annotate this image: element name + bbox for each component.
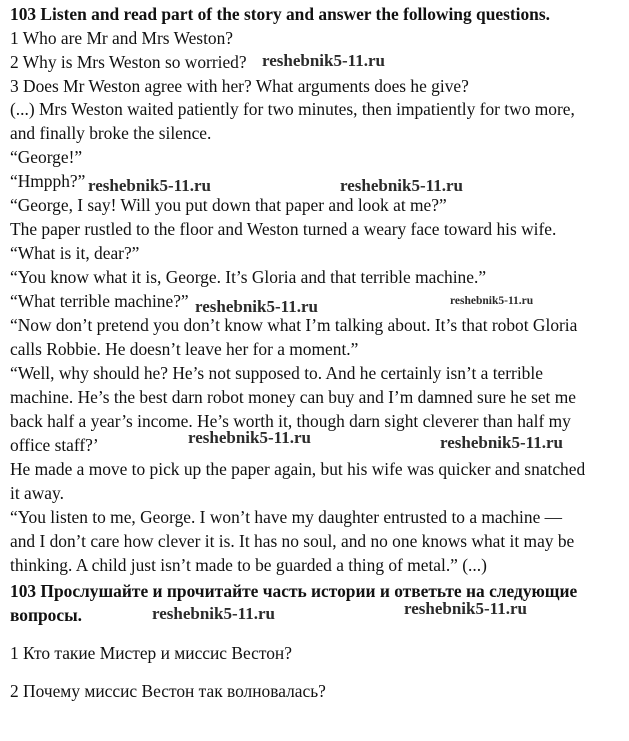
watermark: reshebnik5-11.ru — [340, 176, 463, 195]
story-line: back half a year’s income. He’s worth it, though darn sight cleverer than half my — [10, 411, 571, 431]
watermark: reshebnik5-11.ru — [440, 433, 563, 452]
story-line: it away. — [10, 483, 64, 503]
story-line: (...) Mrs Weston waited patiently for two minutes, then impatiently for two more, — [10, 99, 575, 119]
story-line: office staff?’ — [10, 435, 99, 455]
story-line: “You listen to me, George. I won’t have my daughter entrusted to a machine — — [10, 507, 563, 527]
question-ru-1: 1 Кто такие Мистер и миссис Вестон? — [10, 643, 292, 663]
story-line: “George!” — [10, 147, 83, 167]
watermark: reshebnik5-11.ru — [262, 51, 385, 70]
story-line: “George, I say! Will you put down that paper and look at me?” — [10, 195, 447, 215]
story-line: machine. He’s the best darn robot money can buy and I’m damned sure he set me — [10, 387, 576, 407]
story-line: and I don’t care how clever it is. It has no soul, and no one knows what it may be — [10, 531, 575, 551]
question-en-1: 1 Who are Mr and Mrs Weston? — [10, 28, 234, 48]
exercise-heading-en: 103 Listen and read part of the story and answer the following questions. — [10, 4, 550, 24]
exercise-heading-ru-cont: вопросы. — [10, 605, 82, 625]
story-line: “What terrible machine?” — [10, 291, 189, 311]
watermark: reshebnik5-11.ru — [195, 297, 318, 316]
watermark: reshebnik5-11.ru — [450, 295, 534, 307]
watermark: reshebnik5-11.ru — [88, 176, 211, 195]
question-en-3: 3 Does Mr Weston agree with her? What arguments does he give? — [10, 76, 469, 96]
story-line: “Hmpph?” — [10, 171, 86, 191]
story-line: calls Robbie. He doesn’t leave her for a moment.” — [10, 339, 359, 359]
story-line: He made a move to pick up the paper again, but his wife was quicker and snatched — [10, 459, 586, 479]
watermark: reshebnik5-11.ru — [404, 599, 527, 618]
story-line: The paper rustled to the floor and Weston turned a weary face toward his wife. — [10, 219, 557, 239]
story-line: “Well, why should he? He’s not supposed to. And he certainly isn’t a terrible — [10, 363, 543, 383]
watermark: reshebnik5-11.ru — [152, 604, 275, 623]
story-line: “Now don’t pretend you don’t know what I’m talking about. It’s that robot Gloria — [10, 315, 578, 335]
exercise-heading-ru: 103 Прослушайте и прочитайте часть истории и ответьте на следующие — [10, 581, 578, 601]
question-en-2: 2 Why is Mrs Weston so worried? — [10, 52, 247, 72]
story-line: thinking. A child just isn’t made to be guarded a thing of metal.” (...) — [10, 555, 487, 575]
question-ru-2: 2 Почему миссис Вестон так волновалась? — [10, 681, 326, 701]
watermark: reshebnik5-11.ru — [188, 428, 311, 447]
story-line: “You know what it is, George. It’s Gloria and that terrible machine.” — [10, 267, 487, 287]
story-line: and finally broke the silence. — [10, 123, 212, 143]
story-line: “What is it, dear?” — [10, 243, 140, 263]
